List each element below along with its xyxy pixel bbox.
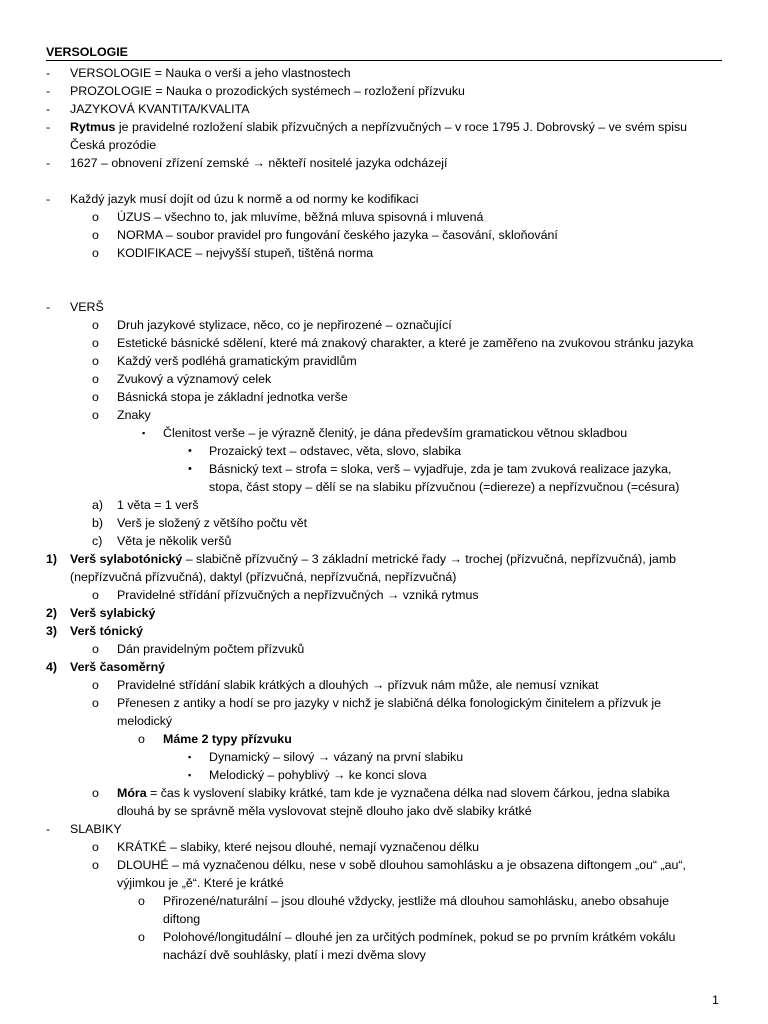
list-marker: - xyxy=(46,66,51,80)
note-text: Verš tónický xyxy=(70,624,144,638)
note-text: DLOUHÉ – má vyznačenou délku, nese v sobě dlouhou samohlásku a je obsazena diftongem „ou“ „au“, xyxy=(117,858,686,872)
note-text: Pravidelné střídání přízvučných a nepřízvučných → vzniká rytmus xyxy=(117,588,479,602)
note-text: 1 věta = 1 verš xyxy=(117,498,199,512)
list-marker: o xyxy=(92,228,99,242)
note-line xyxy=(0,514,768,532)
note-text: Melodický – pohyblivý → ke konci slova xyxy=(209,768,427,782)
note-text: Prozaický text – odstavec, věta, slovo, slabika xyxy=(209,444,462,458)
list-marker: o xyxy=(92,336,99,350)
note-text: Verš sylabický xyxy=(70,606,156,620)
note-text: KRÁTKÉ – slabiky, které nejsou dlouhé, nemají vyznačenou délku xyxy=(117,840,480,854)
note-text: výjimkou je „ě“. Které je krátké xyxy=(117,876,284,890)
note-text: VERŠ xyxy=(70,300,104,314)
note-line xyxy=(0,100,768,118)
note-line xyxy=(0,568,768,586)
list-marker: o xyxy=(92,372,99,386)
note-line xyxy=(0,820,768,838)
list-marker: o xyxy=(92,858,99,872)
list-marker: o xyxy=(92,390,99,404)
document-title: VERSOLOGIE xyxy=(46,45,128,59)
note-text: Pravidelné střídání slabik krátkých a dlouhých → přízvuk nám může, ale nemusí vznikat xyxy=(117,678,599,692)
note-text: dlouhá by se správně měla vyslovovat stejně dlouho jako dvě slabiky krátké xyxy=(117,804,532,818)
note-text: melodický xyxy=(117,714,173,728)
list-marker: ▪ xyxy=(188,770,192,780)
note-line xyxy=(0,406,768,424)
note-text: Móra = čas k vyslovení slabiky krátké, tam kde je vyznačena délka nad slovem čárkou, jedna slabika xyxy=(117,786,670,800)
list-marker: o xyxy=(92,318,99,332)
note-text: Verš je složený z většího počtu vět xyxy=(117,516,308,530)
list-marker: - xyxy=(46,102,51,116)
note-text: Rytmus je pravidelné rozložení slabik přízvučných a nepřízvučných – v roce 1795 J. Dobrovský – ve svém spisu xyxy=(70,120,688,134)
list-marker: b) xyxy=(92,516,104,530)
note-text: Druh jazykové stylizace, něco, co je nepřirozené – označující xyxy=(117,318,452,332)
note-line xyxy=(0,82,768,100)
note-line xyxy=(0,226,768,244)
note-line xyxy=(0,136,768,154)
list-marker: 4) xyxy=(46,660,58,674)
note-line xyxy=(0,442,768,460)
note-line xyxy=(0,694,768,712)
note-line xyxy=(0,874,768,892)
note-text: KODIFIKACE – nejvyšší stupeň, tištěná norma xyxy=(117,246,374,260)
blank-line xyxy=(0,172,768,190)
note-line xyxy=(0,586,768,604)
note-line xyxy=(0,640,768,658)
note-text: Básnická stopa je základní jednotka verše xyxy=(117,390,348,404)
note-text: Přenesen z antiky a hodí se pro jazyky v nichž je slabičná délka fonologickým činitelem a přízvuk je xyxy=(117,696,662,710)
note-line xyxy=(0,64,768,82)
list-marker: o xyxy=(92,408,99,422)
note-text: SLABIKY xyxy=(70,822,122,836)
list-marker: - xyxy=(46,156,51,170)
page-number: 1 xyxy=(712,993,719,1007)
note-line xyxy=(0,730,768,748)
note-text: Každý jazyk musí dojít od úzu k normě a od normy ke kodifikaci xyxy=(70,192,419,206)
note-text: diftong xyxy=(163,912,201,926)
note-text: JAZYKOVÁ KVANTITA/KVALITA xyxy=(70,102,250,116)
list-marker: o xyxy=(92,696,99,710)
list-marker: o xyxy=(92,786,99,800)
list-marker: o xyxy=(138,894,145,908)
list-marker: - xyxy=(46,300,51,314)
note-line xyxy=(0,604,768,622)
note-line xyxy=(0,748,768,766)
note-text: Dán pravidelným počtem přízvuků xyxy=(117,642,305,656)
note-line xyxy=(0,784,768,802)
list-marker: o xyxy=(138,732,145,746)
note-text: VERSOLOGIE = Nauka o verši a jeho vlastnostech xyxy=(70,66,351,80)
note-line xyxy=(0,460,768,478)
list-marker: - xyxy=(46,822,51,836)
note-line xyxy=(0,856,768,874)
note-line xyxy=(0,316,768,334)
note-line xyxy=(0,838,768,856)
list-marker: o xyxy=(92,678,99,692)
note-text: Přirozené/naturální – jsou dlouhé vždycky, jestliže má dlouhou samohlásku, anebo obsahuje xyxy=(163,894,670,908)
note-text: Členitost verše – je výrazně členitý, je dána především gramatickou větnou skladbou xyxy=(163,426,628,440)
note-text: Zvukový a významový celek xyxy=(117,372,272,386)
note-line xyxy=(0,712,768,730)
note-text: Máme 2 typy přízvuku xyxy=(163,732,292,746)
note-text: Verš sylabotónický – slabičně přízvučný – 3 základní metrické řady → trochej (přízvučná, nepřízvučná), jamb xyxy=(70,552,677,566)
list-marker: - xyxy=(46,84,51,98)
note-line xyxy=(0,118,768,136)
note-line xyxy=(0,928,768,946)
list-marker: a) xyxy=(92,498,104,512)
note-line xyxy=(0,388,768,406)
list-marker: 1) xyxy=(46,552,58,566)
note-line xyxy=(0,802,768,820)
list-marker: 3) xyxy=(46,624,58,638)
note-text: Věta je několik veršů xyxy=(117,534,232,548)
list-marker: o xyxy=(92,642,99,656)
note-line xyxy=(0,946,768,964)
list-marker: o xyxy=(138,930,145,944)
note-text: Polohové/longitudální – dlouhé jen za určitých podmínek, pokud se po prvním krátkém vokálu xyxy=(163,930,676,944)
list-marker: - xyxy=(46,120,51,134)
list-marker: • xyxy=(188,445,192,457)
list-marker: o xyxy=(92,354,99,368)
note-line xyxy=(0,334,768,352)
note-text: nachází dvě souhlásky, platí i mezi dvěma slovy xyxy=(163,948,426,962)
note-text: Znaky xyxy=(117,408,151,422)
note-line xyxy=(0,622,768,640)
list-marker: o xyxy=(92,246,99,260)
blank-line xyxy=(0,280,768,298)
note-text: Básnický text – strofa = sloka, verš – vyjadřuje, zda je tam zvuková realizace jazyka, xyxy=(209,462,672,476)
note-text: Každý verš podléhá gramatickým pravidlům xyxy=(117,354,357,368)
note-text: NORMA – soubor pravidel pro fungování českého jazyka – časování, skloňování xyxy=(117,228,558,242)
note-line xyxy=(0,370,768,388)
note-line xyxy=(0,658,768,676)
notes-body xyxy=(0,64,768,964)
list-marker: o xyxy=(92,588,99,602)
list-marker: o xyxy=(92,210,99,224)
list-marker: ▪ xyxy=(188,752,192,762)
note-text: Česká prozódie xyxy=(70,138,157,152)
list-marker: 2) xyxy=(46,606,58,620)
note-line xyxy=(0,550,768,568)
list-marker: • xyxy=(188,463,192,475)
note-line xyxy=(0,676,768,694)
note-line xyxy=(0,910,768,928)
list-marker: - xyxy=(46,192,51,206)
note-line xyxy=(0,154,768,172)
blank-line xyxy=(0,262,768,280)
note-text: Verš časoměrný xyxy=(70,660,166,674)
note-text: ÚZUS – všechno to, jak mluvíme, běžná mluva spisovná i mluvená xyxy=(117,210,484,224)
note-line xyxy=(0,766,768,784)
note-text: Dynamický – silový → vázaný na první slabiku xyxy=(209,750,464,764)
note-text: 1627 – obnovení zřízení zemské → někteří nositelé jazyka odcházejí xyxy=(70,156,448,170)
note-line xyxy=(0,478,768,496)
list-marker: ▪ xyxy=(142,428,146,438)
note-line xyxy=(0,496,768,514)
note-text: (nepřízvučná přízvučná), daktyl (přízvučná, nepřízvučná, nepřízvučná) xyxy=(70,570,457,584)
note-line xyxy=(0,190,768,208)
note-line xyxy=(0,892,768,910)
list-marker: c) xyxy=(92,534,103,548)
note-line xyxy=(0,424,768,442)
note-text: Estetické básnické sdělení, které má znakový charakter, a které je zaměřeno na zvukovou stránku jazyka xyxy=(117,336,694,350)
note-text: PROZOLOGIE = Nauka o prozodických systémech – rozložení přízvuku xyxy=(70,84,465,98)
note-line xyxy=(0,244,768,262)
note-text: stopa, část stopy – dělí se na slabiku přízvučnou (=diereze) a nepřízvučnou (=césura) xyxy=(209,480,680,494)
list-marker: o xyxy=(92,840,99,854)
note-line xyxy=(0,208,768,226)
note-line xyxy=(0,298,768,316)
note-line xyxy=(0,532,768,550)
note-line xyxy=(0,352,768,370)
title-underline xyxy=(46,60,722,61)
